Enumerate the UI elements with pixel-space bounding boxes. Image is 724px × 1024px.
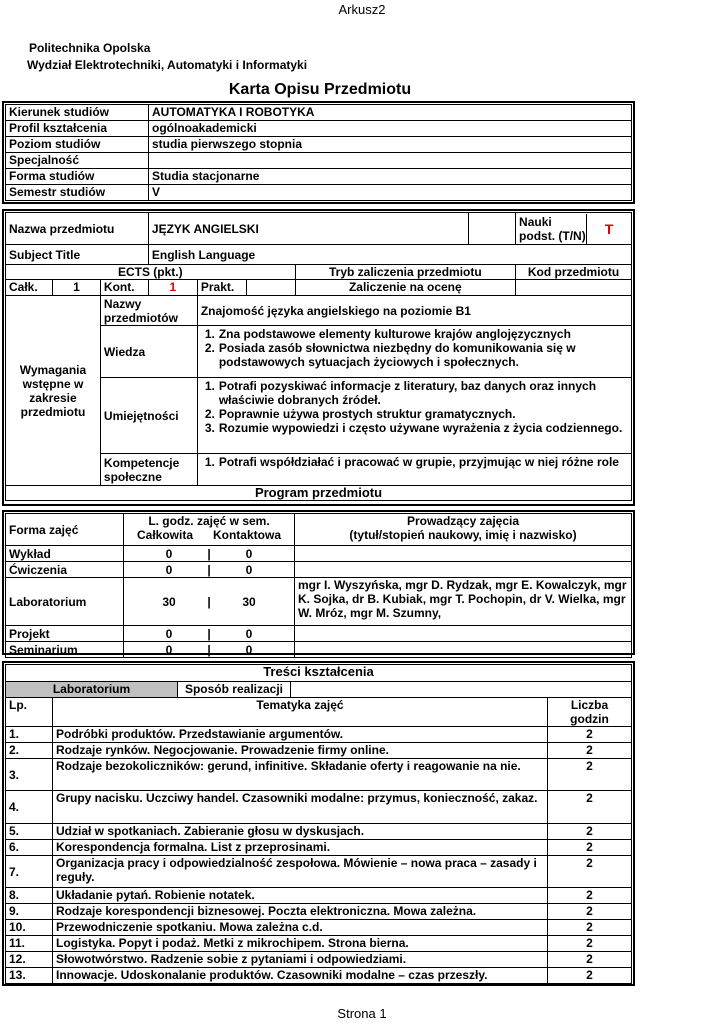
- hours-separator: |: [207, 594, 211, 609]
- list-item-text: Zna podstawowe elementy kulturowe krajów anglojęzycznych: [218, 327, 571, 341]
- total-hours: 0: [165, 642, 173, 657]
- ects-total-label: Całk.: [6, 280, 53, 296]
- hours-row: [6, 546, 632, 562]
- course-name-value: JĘZYK ANGIELSKI: [148, 213, 468, 245]
- list-item-text: Potrafi pozyskiwać informacje z literatury, baz danych oraz innych właściwie dobranych źródeł.: [218, 379, 597, 407]
- sheet-name: Arkusz2: [338, 2, 386, 17]
- total-hours: 30: [162, 594, 176, 609]
- program-info-block: [2, 101, 635, 204]
- content-lp: 13.: [6, 968, 53, 984]
- teachers: mgr I. Wyszyńska, mgr D. Rydzak, mgr E. Kowalczyk, mgr K. Sojka, dr B. Kubiak, mgr T. Pochopin, dr V. Wielka, mgr W. Mróz, mgr M. Szumny,: [295, 578, 632, 626]
- form-name: Ćwiczenia: [6, 562, 124, 578]
- content-hours: 2: [548, 759, 632, 791]
- program-info-value: AUTOMATYKA I ROBOTYKA: [149, 105, 632, 121]
- contact-hours: 0: [245, 642, 253, 657]
- contact-hours: 30: [242, 594, 256, 609]
- content-row: [6, 952, 632, 968]
- program-info-row: [6, 169, 632, 185]
- prerequisites-label: Wymagania wstępne w zakresie przedmiotu: [6, 296, 101, 486]
- hours-table: [5, 513, 632, 658]
- contact-hours: 0: [245, 626, 253, 641]
- basic-science-value: T: [604, 220, 614, 237]
- program-info-value: ogólnoakademicki: [149, 121, 632, 137]
- teachers: [295, 642, 632, 658]
- hours-separator: |: [207, 546, 211, 561]
- list-item-number: 1.: [204, 379, 215, 393]
- hours-separator: |: [207, 562, 211, 577]
- content-lp: 2.: [6, 743, 53, 759]
- content-hours: 2: [548, 727, 632, 743]
- list-item-number: 2.: [204, 341, 215, 355]
- program-info-label: Profil kształcenia: [6, 121, 149, 137]
- teachers: [295, 546, 632, 562]
- form-name: Projekt: [6, 626, 124, 642]
- ects-label: ECTS (pkt.): [6, 265, 296, 280]
- ects-total-value: 1: [52, 280, 100, 296]
- program-info-row: [6, 153, 632, 169]
- hours-block: [2, 510, 635, 655]
- content-hours: 2: [548, 888, 632, 904]
- hours-row: [6, 578, 632, 626]
- course-block: [2, 209, 635, 506]
- form-name: Seminarium: [6, 642, 124, 658]
- content-hours: 2: [548, 856, 632, 888]
- content-lp: 11.: [6, 936, 53, 952]
- content-topic: Podróbki produktów. Przedstawianie argumentów.: [53, 727, 548, 743]
- form-name: Laboratorium: [6, 578, 124, 626]
- list-item-text: Potrafi współdziałać i pracować w grupie, przyjmując w niej różne role: [218, 455, 619, 469]
- course-code-label: Kod przedmiotu: [516, 265, 632, 280]
- ects-practical-value: [246, 280, 295, 296]
- method-value: [291, 682, 632, 698]
- content-row: [6, 888, 632, 904]
- list-item: [201, 379, 628, 407]
- skills-list: [201, 379, 628, 435]
- class-type: Laboratorium: [6, 682, 178, 698]
- hours-separator: |: [207, 626, 211, 641]
- contact-hours-label: Kontaktowa: [212, 528, 281, 542]
- list-item-number: 2.: [204, 407, 215, 421]
- prior-courses-value: Znajomość języka angielskiego na poziomie B1: [197, 296, 631, 326]
- document-title: Karta Opisu Przedmiotu: [228, 81, 412, 98]
- basic-science-label: Nauki podst. (T/N): [516, 214, 587, 244]
- program-info-value: studia pierwszego stopnia: [149, 137, 632, 153]
- course-code-value: [516, 280, 632, 296]
- prior-courses-label: Nazwy przedmiotów: [100, 296, 197, 326]
- assessment-mode-value: Zaliczenie na ocenę: [295, 280, 515, 296]
- ects-contact-label: Kont.: [100, 280, 148, 296]
- hours-separator: |: [207, 642, 211, 657]
- content-block: [2, 661, 635, 986]
- content-topic: Logistyka. Popyt i podaż. Metki z mikrochipem. Strona bierna.: [53, 936, 548, 952]
- hours-label: L. godz. zajęć w sem.: [148, 514, 270, 528]
- program-info-value: V: [149, 185, 632, 201]
- list-item: [201, 327, 628, 341]
- content-row: [6, 936, 632, 952]
- teacher-sub-label: (tytuł/stopień naukowy, imię i nazwisko): [349, 528, 577, 542]
- faculty-name: Wydział Elektrotechniki, Automatyki i Informatyki: [27, 58, 308, 72]
- university-name: Politechnika Opolska: [29, 41, 151, 55]
- ects-contact-value: 1: [148, 280, 197, 296]
- contact-hours: 0: [245, 562, 253, 577]
- ects-practical-label: Prakt.: [197, 280, 246, 296]
- program-info-row: [6, 105, 632, 121]
- content-row: [6, 727, 632, 743]
- content-lp: 9.: [6, 904, 53, 920]
- total-hours: 0: [165, 562, 173, 577]
- content-hours: 2: [548, 824, 632, 840]
- assessment-mode-label: Tryb zaliczenia przedmiotu: [295, 265, 515, 280]
- program-info-row: [6, 121, 632, 137]
- content-hours: 2: [548, 904, 632, 920]
- content-hours: 2: [548, 952, 632, 968]
- list-item-number: 1.: [204, 455, 215, 469]
- total-hours: 0: [165, 626, 173, 641]
- program-header: Program przedmiotu: [6, 486, 632, 501]
- content-lp: 7.: [6, 856, 53, 888]
- content-hours: 2: [548, 920, 632, 936]
- content-lp: 10.: [6, 920, 53, 936]
- content-row: [6, 904, 632, 920]
- list-item-text: Rozumie wypowiedzi i często używane wyrażenia z życia codziennego.: [218, 421, 623, 435]
- content-lp: 1.: [6, 727, 53, 743]
- form-label: Forma zajęć: [6, 514, 124, 546]
- social-competence-label: Kompetencje społeczne: [100, 454, 197, 486]
- content-lp: 5.: [6, 824, 53, 840]
- list-item: [201, 341, 628, 369]
- content-topic: Rodzaje rynków. Negocjowanie. Prowadzenie firmy online.: [53, 743, 548, 759]
- teacher-label: Prowadzący zajęcia: [406, 514, 520, 528]
- program-info-row: [6, 185, 632, 201]
- program-info-value: Studia stacjonarne: [149, 169, 632, 185]
- knowledge-label: Wiedza: [100, 326, 197, 378]
- content-row: [6, 856, 632, 888]
- content-topic: Korespondencja formalna. List z przeprosinami.: [53, 840, 548, 856]
- content-hours: 2: [548, 743, 632, 759]
- program-info-label: Semestr studiów: [6, 185, 149, 201]
- total-hours-label: Całkowita: [136, 528, 193, 542]
- content-lp: 3.: [6, 759, 53, 791]
- content-topic: Grupy nacisku. Uczciwy handel. Czasowniki modalne: przymus, konieczność, zakaz.: [53, 791, 548, 824]
- list-item-text: Poprawnie używa prostych struktur gramatycznych.: [218, 407, 516, 421]
- content-lp: 8.: [6, 888, 53, 904]
- content-topic: Innowacje. Udoskonalanie produktów. Czasowniki modalne – czas przeszły.: [53, 968, 548, 984]
- content-topic: Rodzaje bezokoliczników: gerund, infinitive. Składanie oferty i reagowanie na nie.: [53, 759, 548, 791]
- teachers: [295, 562, 632, 578]
- content-row: [6, 824, 632, 840]
- content-hours: 2: [548, 791, 632, 824]
- content-topic: Rodzaje korespondencji biznesowej. Poczta elektroniczna. Mowa zależna.: [53, 904, 548, 920]
- hours-count-header: Liczba godzin: [548, 698, 632, 727]
- content-row: [6, 743, 632, 759]
- method-label: Sposób realizacji: [178, 682, 291, 698]
- content-topic: Słowotwórstwo. Radzenie sobie z pytaniami i odpowiedziami.: [53, 952, 548, 968]
- list-item: [201, 421, 628, 435]
- program-info-label: Specjalność: [6, 153, 149, 169]
- list-item: [201, 455, 628, 469]
- total-hours: 0: [165, 546, 173, 561]
- content-hours: 2: [548, 936, 632, 952]
- page-footer: Strona 1: [337, 1006, 387, 1021]
- content-topic: Przewodniczenie spotkaniu. Mowa zależna c.d.: [53, 920, 548, 936]
- content-table: [5, 664, 632, 984]
- subject-title-label: Subject Title: [6, 245, 149, 265]
- program-info-label: Forma studiów: [6, 169, 149, 185]
- content-row: [6, 840, 632, 856]
- program-info-table: [5, 104, 632, 201]
- program-info-label: Kierunek studiów: [6, 105, 149, 121]
- list-item-text: Posiada zasób słownictwa niezbędny do komunikowania się w podstawowych sytuacjach życiowych i społecznych.: [218, 341, 576, 369]
- content-hours: 2: [548, 968, 632, 984]
- list-item-number: 3.: [204, 421, 215, 435]
- social-competence-list: [201, 455, 628, 469]
- hours-row: [6, 642, 632, 658]
- content-hours: 2: [548, 840, 632, 856]
- knowledge-list: [201, 327, 628, 369]
- program-info-value: [149, 153, 632, 169]
- form-name: Wykład: [6, 546, 124, 562]
- content-lp: 6.: [6, 840, 53, 856]
- skills-label: Umiejętności: [100, 378, 197, 454]
- content-row: [6, 791, 632, 824]
- content-lp: 4.: [6, 791, 53, 824]
- topic-header: Tematyka zajęć: [53, 698, 548, 727]
- list-item-number: 1.: [204, 327, 215, 341]
- contact-hours: 0: [245, 546, 253, 561]
- lp-header: Lp.: [6, 698, 53, 727]
- hours-row: [6, 562, 632, 578]
- program-info-row: [6, 137, 632, 153]
- subject-title-value: English Language: [148, 245, 631, 265]
- list-item: [201, 407, 628, 421]
- hours-row: [6, 626, 632, 642]
- content-lp: 12.: [6, 952, 53, 968]
- content-row: [6, 920, 632, 936]
- content-header: Treści kształcenia: [6, 665, 632, 682]
- course-name-label: Nazwa przedmiotu: [6, 213, 149, 245]
- program-info-label: Poziom studiów: [6, 137, 149, 153]
- course-table: [5, 212, 632, 501]
- teachers: [295, 626, 632, 642]
- content-topic: Organizacja pracy i odpowiedzialność zespołowa. Mówienie – nowa praca – zasady i reguły.: [53, 856, 548, 888]
- content-row: [6, 968, 632, 984]
- content-topic: Układanie pytań. Robienie notatek.: [53, 888, 548, 904]
- content-topic: Udział w spotkaniach. Zabieranie głosu w dyskusjach.: [53, 824, 548, 840]
- content-row: [6, 759, 632, 791]
